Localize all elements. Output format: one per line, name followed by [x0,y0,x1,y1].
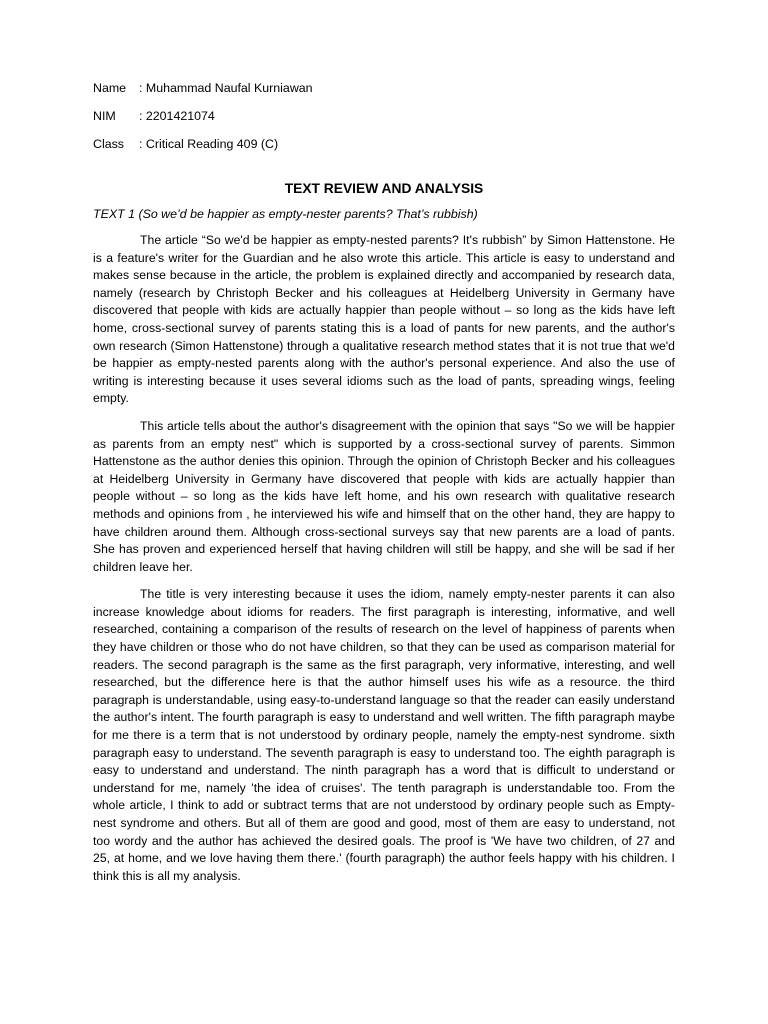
paragraph-2: This article tells about the author's disagreement with the opinion that says "So we will be happier as parents from an empty nest" which is supported by a cross-sectional survey of parents. Simmon Hattenstone as the author denies this opinion. Through the opinion of Christoph Becker and his colleagues at Heidelberg University in Germany have discovered that people with kids are actually happier than people without – so long as the kids have left home, and his own research with qualitative research methods and opinions from , he interviewed his wife and himself that on the other hand, they are happy to have children around them. Although cross-sectional surveys say that new parents are a load of pants. She has proven and experienced herself that having children will still be happy, and she will be sad if her children leave her. [93,418,675,574]
document-page [93,80,675,895]
nim-row [93,108,675,124]
name-label: Name [93,81,127,95]
nim-value: : 2201421074 [139,109,215,123]
paragraph-3: The title is very interesting because it uses the idiom, namely empty-nester parents it can also increase knowledge about idioms for readers. The first paragraph is interesting, informative, and well researched, containing a comparison of the results of research on the level of happiness of parents when they have children or those who do not have children, so that they can be used as comparison material for readers. The second paragraph is the same as the first paragraph, very informative, interesting, and well researched, but the difference here is that the author himself uses his wife as a resource. the third paragraph is understandable, using easy-to-understand language so that the reader can easily understand the author's intent. The fourth paragraph is easy to understand and well written. The fifth paragraph maybe for me there is a term that is not understood by ordinary people, namely the empty-nest syndrome. sixth paragraph easy to understand. The seventh paragraph is easy to understand too. The eighth paragraph is easy to understand and understand. The ninth paragraph has a word that is difficult to understand or understand for me, namely 'the idea of cruises'. The tenth paragraph is understandable too. From the whole article, I think to add or subtract terms that are not understood by ordinary people such as Empty-nest syndrome and others. But all of them are good and good, most of them are easy to understand, not too wordy and the author has achieved the desired goals. The proof is 'We have two children, of 27 and 25, at home, and we love having them there.' (fourth paragraph) the author feels happy with his children. I think this is all my analysis. [93,587,675,883]
class-row [93,136,675,152]
name-value: : Muhammad Naufal Kurniawan [139,81,313,95]
text-heading: TEXT 1 (So we’d be happier as empty-nester parents? That’s rubbish) [93,207,478,221]
nim-label: NIM [93,109,116,123]
class-value: : Critical Reading 409 (C) [139,137,279,151]
document-title: TEXT REVIEW AND ANALYSIS [284,181,484,196]
paragraph-1: The article “So we'd be happier as empty-nested parents? It's rubbish” by Simon Hattenstone. He is a feature's writer for the Guardian and he also wrote this article. This article is easy to understand and makes sense because in the article, the problem is explained directly and accompanied by research data, namely (research by Christoph Becker and his colleagues at Heidelberg University in Germany have discovered that people with kids are actually happier than people without – so long as the kids have left home, cross-sectional survey of parents stating this is a load of pants for new parents, and the author's own research (Simon Hattenstone) through a qualitative research method states that it is not true that we'd be happier as empty-nested parents along with the author's personal experience. And also the use of writing is interesting because it uses several idioms such as the load of pants, spreading wings, feeling empty. [93,233,675,406]
class-label: Class [93,137,124,151]
name-row [93,80,675,96]
